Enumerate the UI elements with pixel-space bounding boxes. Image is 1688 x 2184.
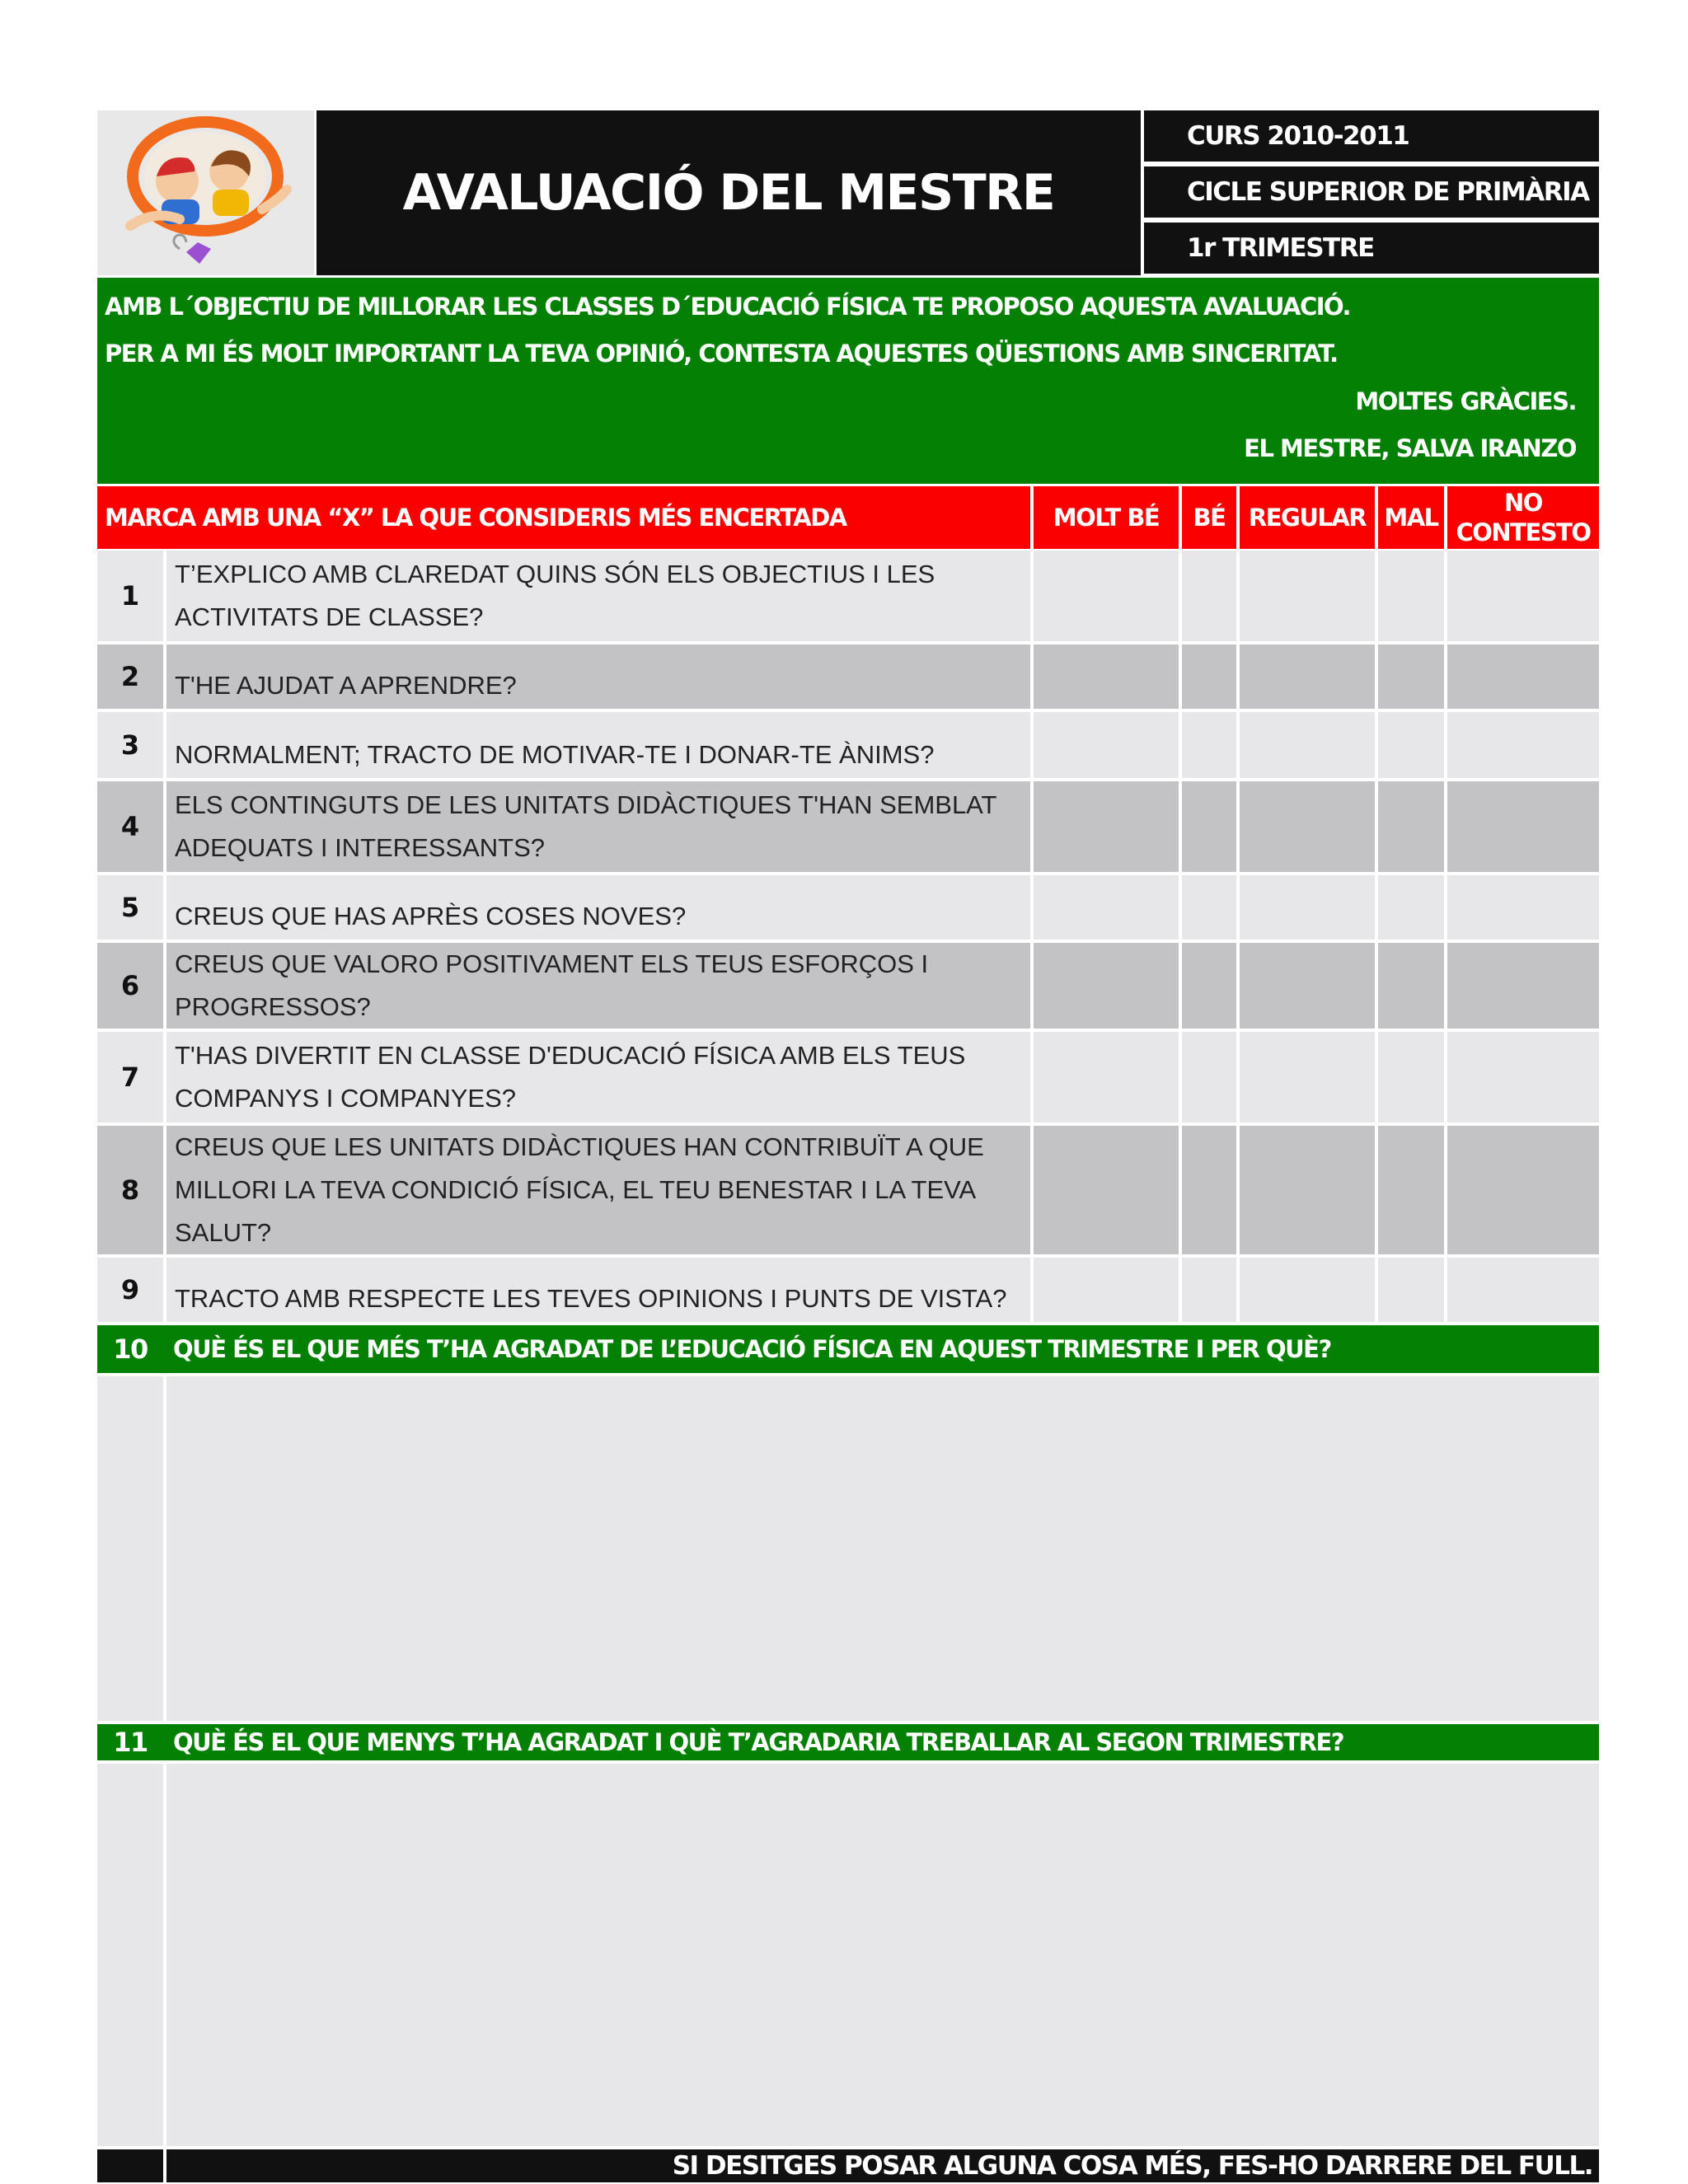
kids-logo-icon: [97, 110, 314, 275]
answer-box-no-contesto[interactable]: [1447, 1126, 1599, 1254]
question-text: ELS CONTINGUTS DE LES UNITATS DIDÀCTIQUES T'HAN SEMBLAT ADEQUATS I INTERESSANTS?: [166, 781, 1030, 872]
question-number: 6: [97, 943, 163, 1029]
answer-box-mal[interactable]: [1378, 1126, 1444, 1254]
question-text: NORMALMENT; TRACTO DE MOTIVAR-TE I DONAR-TE ÀNIMS?: [166, 712, 1030, 778]
term-label: 1r TRIMESTRE: [1144, 223, 1599, 274]
question-number: 11: [113, 1727, 148, 1758]
title-box: [316, 110, 1141, 275]
answer-box-mal[interactable]: [1378, 781, 1444, 872]
answer-box-be[interactable]: [1182, 644, 1236, 709]
footer-left-block: [97, 2149, 163, 2182]
question-number: 7: [97, 1032, 163, 1122]
answer-box-regular[interactable]: [1240, 644, 1375, 709]
answer-box-be[interactable]: [1182, 1258, 1236, 1322]
table-row: [97, 1032, 1599, 1122]
answer-area-11[interactable]: [97, 1764, 1599, 2146]
answer-box-no-contesto[interactable]: [1447, 943, 1599, 1029]
answer-box-be[interactable]: [1182, 875, 1236, 940]
question-text: T’EXPLICO AMB CLAREDAT QUINS SÓN ELS OBJECTIUS I LES ACTIVITATS DE CLASSE?: [166, 551, 1030, 641]
intro-line-2: PER A MI ÉS MOLT IMPORTANT LA TEVA OPINIÓ, CONTESTA AQUESTES QÜESTIONS AMB SINCERITAT.: [105, 340, 1338, 368]
question-number: 9: [97, 1258, 163, 1322]
answer-box-regular[interactable]: [1240, 943, 1375, 1029]
question-text: CREUS QUE HAS APRÈS COSES NOVES?: [166, 875, 1030, 940]
question-number: 1: [97, 551, 163, 641]
answer-box-regular[interactable]: [1240, 781, 1375, 872]
question-number: 10: [113, 1333, 148, 1365]
table-row: [97, 712, 1599, 778]
page-title: AVALUACIÓ DEL MESTRE: [402, 164, 1055, 222]
answer-box-be[interactable]: [1182, 712, 1236, 778]
answer-box-regular[interactable]: [1240, 1032, 1375, 1122]
answer-box-be[interactable]: [1182, 551, 1236, 641]
question-text: QUÈ ÉS EL QUE MÉS T’HA AGRADAT DE L’EDUCACIÓ FÍSICA EN AQUEST TRIMESTRE I PER QUÈ?: [173, 1335, 1331, 1363]
cycle-label: CICLE SUPERIOR DE PRIMÀRIA: [1144, 166, 1599, 218]
intro-line-1: AMB L´OBJECTIU DE MILLORAR LES CLASSES D´EDUCACIÓ FÍSICA TE PROPOSO AQUESTA AVALUACIÓ.: [105, 293, 1351, 321]
option-header-molt-be: MOLT BÉ: [1034, 486, 1179, 549]
table-row: [97, 781, 1599, 872]
question-number: 4: [97, 781, 163, 872]
answer-box-be[interactable]: [1182, 1032, 1236, 1122]
answer-box-no-contesto[interactable]: [1447, 712, 1599, 778]
answer-margin: [97, 1376, 163, 1721]
intro-box: [97, 278, 1599, 484]
option-header-regular: REGULAR: [1240, 486, 1375, 549]
answer-box-mal[interactable]: [1378, 943, 1444, 1029]
answer-box-mal[interactable]: [1378, 712, 1444, 778]
answer-box-no-contesto[interactable]: [1447, 1258, 1599, 1322]
answer-box-molt-be[interactable]: [1034, 1126, 1179, 1254]
option-header-no-contesto: NO CONTESTO: [1447, 486, 1599, 549]
answer-box-no-contesto[interactable]: [1447, 781, 1599, 872]
answer-box-molt-be[interactable]: [1034, 551, 1179, 641]
question-text: T'HAS DIVERTIT EN CLASSE D'EDUCACIÓ FÍSICA AMB ELS TEUS COMPANYS I COMPANYES?: [166, 1032, 1030, 1122]
question-number: 3: [97, 712, 163, 778]
question-number: 8: [97, 1126, 163, 1254]
answer-box-be[interactable]: [1182, 1126, 1236, 1254]
answer-box-molt-be[interactable]: [1034, 943, 1179, 1029]
form-header: [97, 110, 1599, 277]
school-year: CURS 2010-2011: [1144, 110, 1599, 162]
answer-box-be[interactable]: [1182, 781, 1236, 872]
answer-box-regular[interactable]: [1240, 875, 1375, 940]
table-row: [97, 551, 1599, 641]
question-text: T'HE AJUDAT A APRENDRE?: [166, 644, 1030, 709]
answer-box-molt-be[interactable]: [1034, 875, 1179, 940]
question-number: 5: [97, 875, 163, 940]
open-question-10: [97, 1325, 1599, 1373]
answer-area-10[interactable]: [97, 1376, 1599, 1721]
evaluation-form: [97, 110, 1599, 2181]
answer-box-regular[interactable]: [1240, 1126, 1375, 1254]
question-text: TRACTO AMB RESPECTE LES TEVES OPINIONS I PUNTS DE VISTA?: [166, 1258, 1030, 1322]
open-question-11: [97, 1724, 1599, 1760]
table-row: [97, 875, 1599, 940]
answer-box-be[interactable]: [1182, 943, 1236, 1029]
answer-box-molt-be[interactable]: [1034, 1258, 1179, 1322]
logo: [97, 110, 314, 275]
answer-box-no-contesto[interactable]: [1447, 551, 1599, 641]
answer-box-regular[interactable]: [1240, 551, 1375, 641]
answer-box-mal[interactable]: [1378, 875, 1444, 940]
answer-box-molt-be[interactable]: [1034, 781, 1179, 872]
answer-box-mal[interactable]: [1378, 1032, 1444, 1122]
answer-box-regular[interactable]: [1240, 1258, 1375, 1322]
answer-box-regular[interactable]: [1240, 712, 1375, 778]
thanks-text: MOLTES GRÀCIES.: [1355, 387, 1576, 415]
table-row: [97, 1126, 1599, 1254]
option-header-be: BÉ: [1182, 486, 1236, 549]
answer-box-no-contesto[interactable]: [1447, 644, 1599, 709]
table-row: [97, 943, 1599, 1029]
answer-box-mal[interactable]: [1378, 551, 1444, 641]
answer-box-mal[interactable]: [1378, 644, 1444, 709]
answer-field-10[interactable]: [166, 1376, 1599, 1721]
question-text: CREUS QUE LES UNITATS DIDÀCTIQUES HAN CONTRIBUÏT A QUE MILLORI LA TEVA CONDICIÓ FÍSICA, EL TEU BENESTAR I LA TEVA SALUT?: [166, 1126, 1030, 1254]
table-row: [97, 1258, 1599, 1322]
answer-box-no-contesto[interactable]: [1447, 1032, 1599, 1122]
question-text: QUÈ ÉS EL QUE MENYS T’HA AGRADAT I QUÈ T’AGRADARIA TREBALLAR AL SEGON TRIMESTRE?: [173, 1728, 1344, 1756]
answer-box-molt-be[interactable]: [1034, 712, 1179, 778]
option-header-mal: MAL: [1378, 486, 1444, 549]
signature-text: EL MESTRE, SALVA IRANZO: [1244, 434, 1576, 462]
answer-margin: [97, 1764, 163, 2146]
footer: [97, 2149, 1599, 2182]
answer-field-11[interactable]: [166, 1764, 1599, 2146]
instruction-header: MARCA AMB UNA “X” LA QUE CONSIDERIS MÉS ENCERTADA: [97, 486, 1030, 549]
answer-box-no-contesto[interactable]: [1447, 875, 1599, 940]
table-header: [97, 486, 1599, 549]
table-row: [97, 644, 1599, 709]
footer-note: SI DESITGES POSAR ALGUNA COSA MÉS, FES-HO DARRERE DEL FULL.: [166, 2149, 1599, 2182]
question-number: 2: [97, 644, 163, 709]
answer-box-molt-be[interactable]: [1034, 644, 1179, 709]
answer-box-mal[interactable]: [1378, 1258, 1444, 1322]
question-text: CREUS QUE VALORO POSITIVAMENT ELS TEUS ESFORÇOS I PROGRESSOS?: [166, 943, 1030, 1029]
answer-box-molt-be[interactable]: [1034, 1032, 1179, 1122]
